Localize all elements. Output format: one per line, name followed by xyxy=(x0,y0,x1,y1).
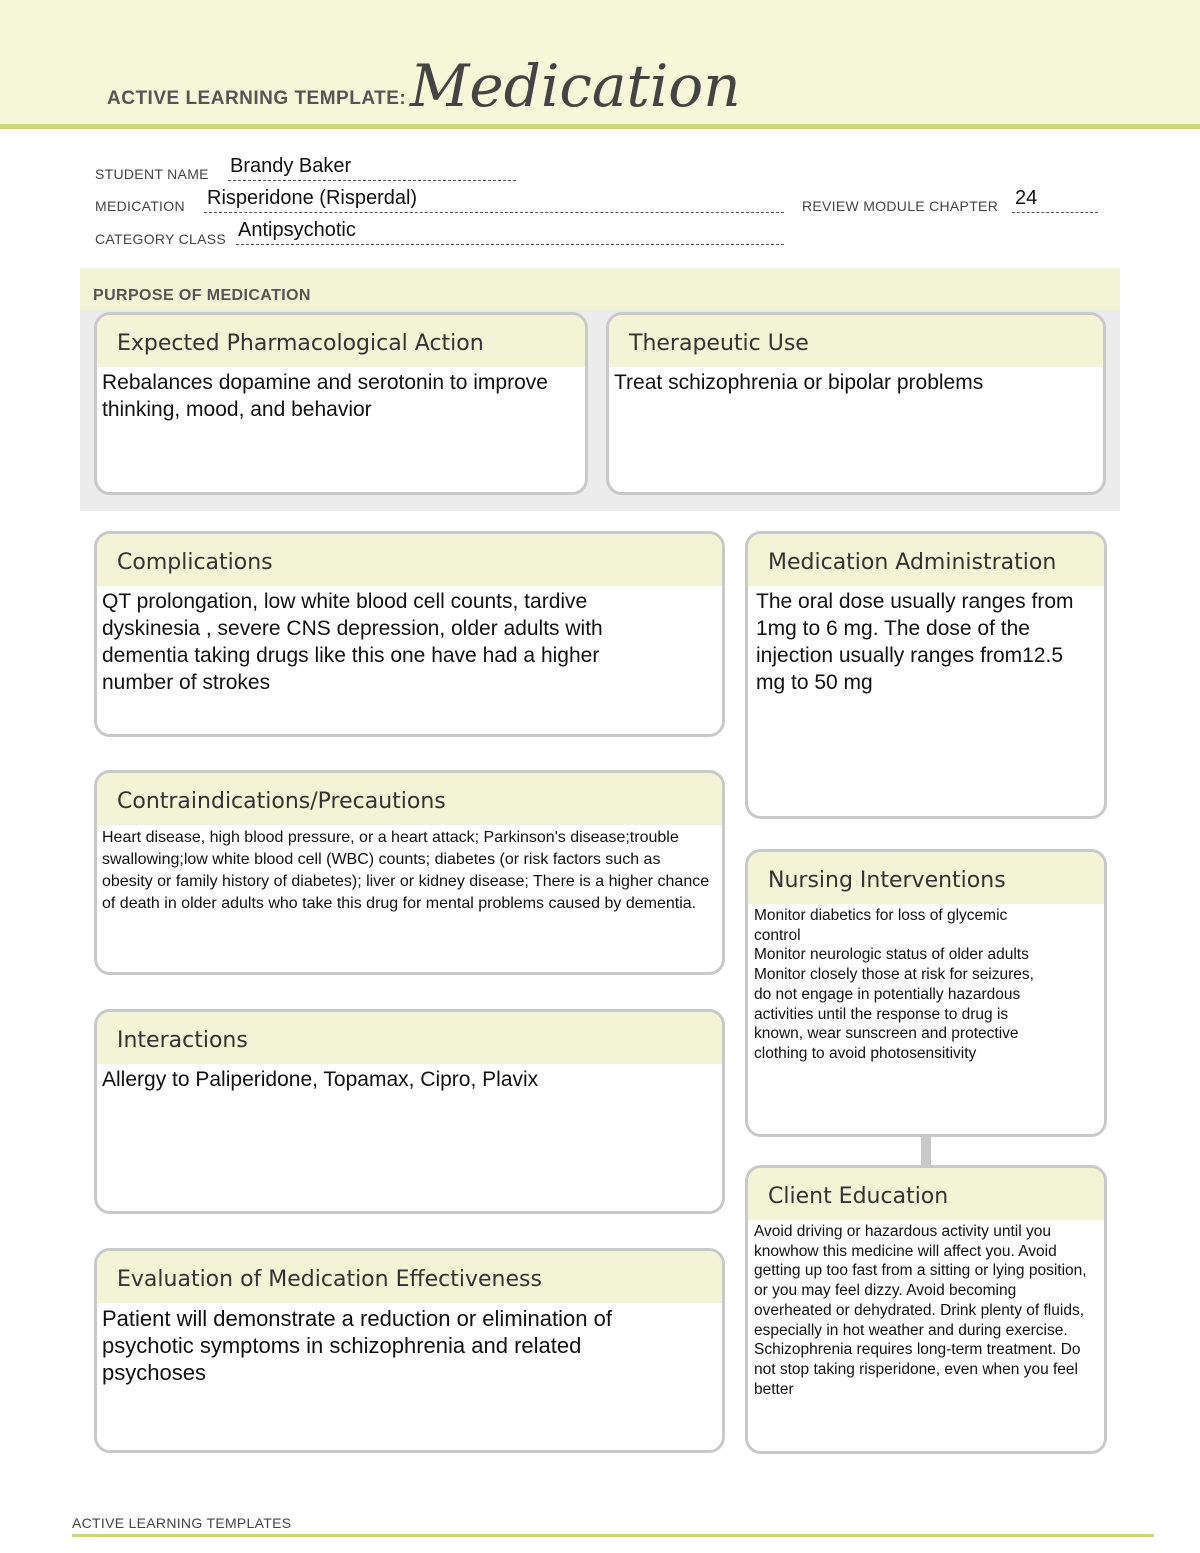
review-module-field[interactable]: 24 xyxy=(1015,187,1038,209)
evaluation-text[interactable]: Patient will demonstrate a reduction or elimination of psychotic symptoms in schizophrenia and related psychoses xyxy=(102,1306,612,1385)
card-header xyxy=(97,315,585,367)
nursing-interventions-card xyxy=(745,849,1107,1137)
card-header xyxy=(748,534,1104,586)
student-name-line xyxy=(228,180,516,181)
client-education-text[interactable]: Avoid driving or hazardous activity until you knowhow this medicine will affect you. Avoid getting up too fast from a sitting or lying position, or you may feel dizzy. Avoid becoming overheated or dehydrated. Drink plenty of fluids, especially in hot weather and during exercise. Schizophrenia requires long-term treatment. Do not stop taking risperidone, even when you feel better xyxy=(754,1223,1087,1398)
medication-line xyxy=(204,212,784,213)
evaluation-title: Evaluation of Medication Effectiveness xyxy=(117,1267,542,1292)
card-header xyxy=(748,852,1104,904)
nursing-line: Monitor diabetics for loss of glycemic control xyxy=(754,907,1008,944)
medication-field[interactable]: Risperidone (Risperdal) xyxy=(207,187,418,209)
student-name-field[interactable]: Brandy Baker xyxy=(230,155,352,177)
nursing-interventions-title: Nursing Interventions xyxy=(768,868,1006,893)
template-label: ACTIVE LEARNING TEMPLATE: xyxy=(107,88,407,109)
therapeutic-use-card xyxy=(606,312,1106,495)
nursing-interventions-text[interactable] xyxy=(754,906,1054,1064)
review-module-label: REVIEW MODULE CHAPTER xyxy=(802,198,999,214)
footer-label: ACTIVE LEARNING TEMPLATES xyxy=(72,1515,292,1531)
purpose-label: PURPOSE OF MEDICATION xyxy=(93,287,311,304)
nursing-line: Monitor neurologic status of older adults xyxy=(754,946,1029,964)
card-header xyxy=(748,1168,1104,1220)
contraindications-text[interactable]: Heart disease, high blood pressure, or a heart attack; Parkinson's disease;trouble swallowing;low white blood cell (WBC) counts; diabetes (or risk factors such as obesity or family history of diabetes); liver or kidney disease; There is a higher chance of death in older adults who take this drug for mental problems caused by dementia. xyxy=(102,829,710,912)
complications-title: Complications xyxy=(117,550,273,575)
card-header xyxy=(97,1012,722,1064)
contraindications-title: Contraindications/Precautions xyxy=(117,789,446,814)
contraindications-card xyxy=(94,770,725,975)
card-header xyxy=(97,534,722,586)
administration-text[interactable]: The oral dose usually ranges from 1mg to 6 mg. The dose of the injection usually ranges from12.5 mg to 50 mg xyxy=(756,590,1074,694)
footer-line xyxy=(72,1534,1154,1537)
nursing-line: Monitor closely those at risk for seizures, do not engage in potentially hazardous activities until the response to drug is known, wear sunscreen and protective clothing to avoid photosensitivity xyxy=(754,966,1034,1062)
review-module-line xyxy=(1012,212,1098,213)
client-education-title: Client Education xyxy=(768,1184,949,1209)
interactions-card xyxy=(94,1009,725,1214)
expected-action-title: Expected Pharmacological Action xyxy=(117,331,484,356)
complications-card xyxy=(94,531,725,737)
connector-bar xyxy=(921,1135,931,1167)
client-education-card xyxy=(745,1165,1107,1454)
category-class-line xyxy=(236,244,784,245)
evaluation-card xyxy=(94,1248,725,1453)
administration-title: Medication Administration xyxy=(768,550,1057,575)
interactions-title: Interactions xyxy=(117,1028,248,1053)
category-class-field[interactable]: Antipsychotic xyxy=(238,219,356,241)
card-header xyxy=(97,1251,722,1303)
therapeutic-use-title: Therapeutic Use xyxy=(629,331,809,356)
administration-card xyxy=(745,531,1107,819)
card-header xyxy=(609,315,1103,367)
expected-action-text[interactable]: Rebalances dopamine and serotonin to improve thinking, mood, and behavior xyxy=(102,371,548,421)
category-class-label: CATEGORY CLASS xyxy=(95,231,227,247)
therapeutic-use-text[interactable]: Treat schizophrenia or bipolar problems xyxy=(614,371,984,394)
interactions-text[interactable]: Allergy to Paliperidone, Topamax, Cipro, Plavix xyxy=(102,1068,539,1091)
medication-label: MEDICATION xyxy=(95,198,185,214)
complications-text[interactable]: QT prolongation, low white blood cell counts, tardive dyskinesia , severe CNS depression, older adults with dementia taking drugs like this one have had a higher number of strokes xyxy=(102,590,603,694)
card-header xyxy=(97,773,722,825)
page-title: Medication xyxy=(410,52,741,120)
expected-action-card xyxy=(94,312,588,495)
student-name-label: STUDENT NAME xyxy=(95,166,209,182)
